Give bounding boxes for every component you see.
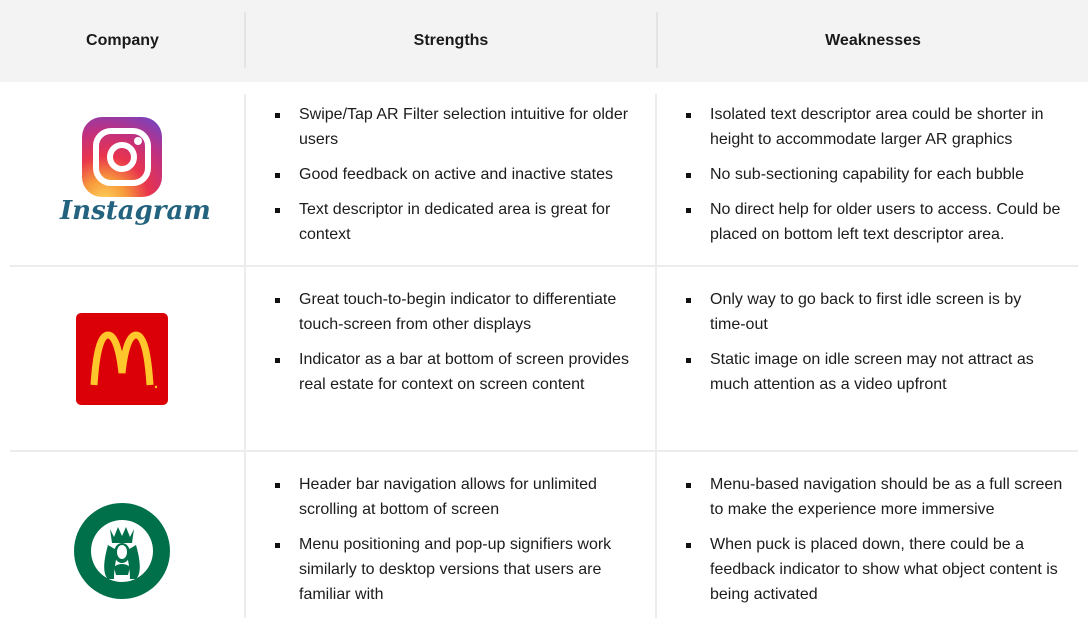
weaknesses-cell — [686, 287, 1061, 407]
list-item: When puck is placed down, there could be a feedback indicator to show what object content is being activated — [686, 532, 1066, 607]
list-item: Isolated text descriptor area could be shorter in height to accommodate larger AR graphics — [686, 102, 1061, 152]
header-strengths: Strengths — [413, 32, 489, 49]
list-item: Menu-based navigation should be as a full screen to make the experience more immersive — [686, 472, 1066, 522]
list-item: Only way to go back to first idle screen is by time-out — [686, 287, 1061, 337]
list-item: Swipe/Tap AR Filter selection intuitive for older users — [275, 102, 640, 152]
list-item: Header bar navigation allows for unlimited scrolling at bottom of screen — [275, 472, 645, 522]
list-item: Great touch-to-begin indicator to differentiate touch-screen from other displays — [275, 287, 645, 337]
list-item: Static image on idle screen may not attract as much attention as a video upfront — [686, 347, 1061, 397]
list-item: No sub-sectioning capability for each bubble — [686, 162, 1061, 187]
weaknesses-cell — [686, 102, 1061, 257]
list-item: Good feedback on active and inactive states — [275, 162, 640, 187]
weaknesses-cell — [686, 472, 1066, 617]
header-company: Company — [86, 32, 159, 49]
row-divider — [10, 265, 1078, 267]
list-item: Indicator as a bar at bottom of screen provides real estate for context on screen content — [275, 347, 645, 397]
strengths-cell — [275, 102, 640, 257]
list-item: No direct help for older users to access. Could be placed on bottom left text descriptor area. — [686, 197, 1061, 247]
strengths-cell — [275, 287, 645, 407]
list-item: Text descriptor in dedicated area is great for context — [275, 197, 640, 247]
starbucks-icon — [74, 503, 170, 599]
column-divider — [655, 94, 657, 618]
company-name-instagram: Instagram — [60, 196, 211, 226]
row-divider — [10, 450, 1078, 452]
instagram-icon — [82, 117, 162, 197]
table-header — [0, 0, 1088, 82]
list-item: Menu positioning and pop-up signifiers work similarly to desktop versions that users are familiar with — [275, 532, 645, 607]
header-weaknesses: Weaknesses — [825, 32, 921, 49]
column-divider — [244, 94, 246, 618]
strengths-cell — [275, 472, 645, 617]
mcdonalds-icon — [76, 313, 168, 405]
